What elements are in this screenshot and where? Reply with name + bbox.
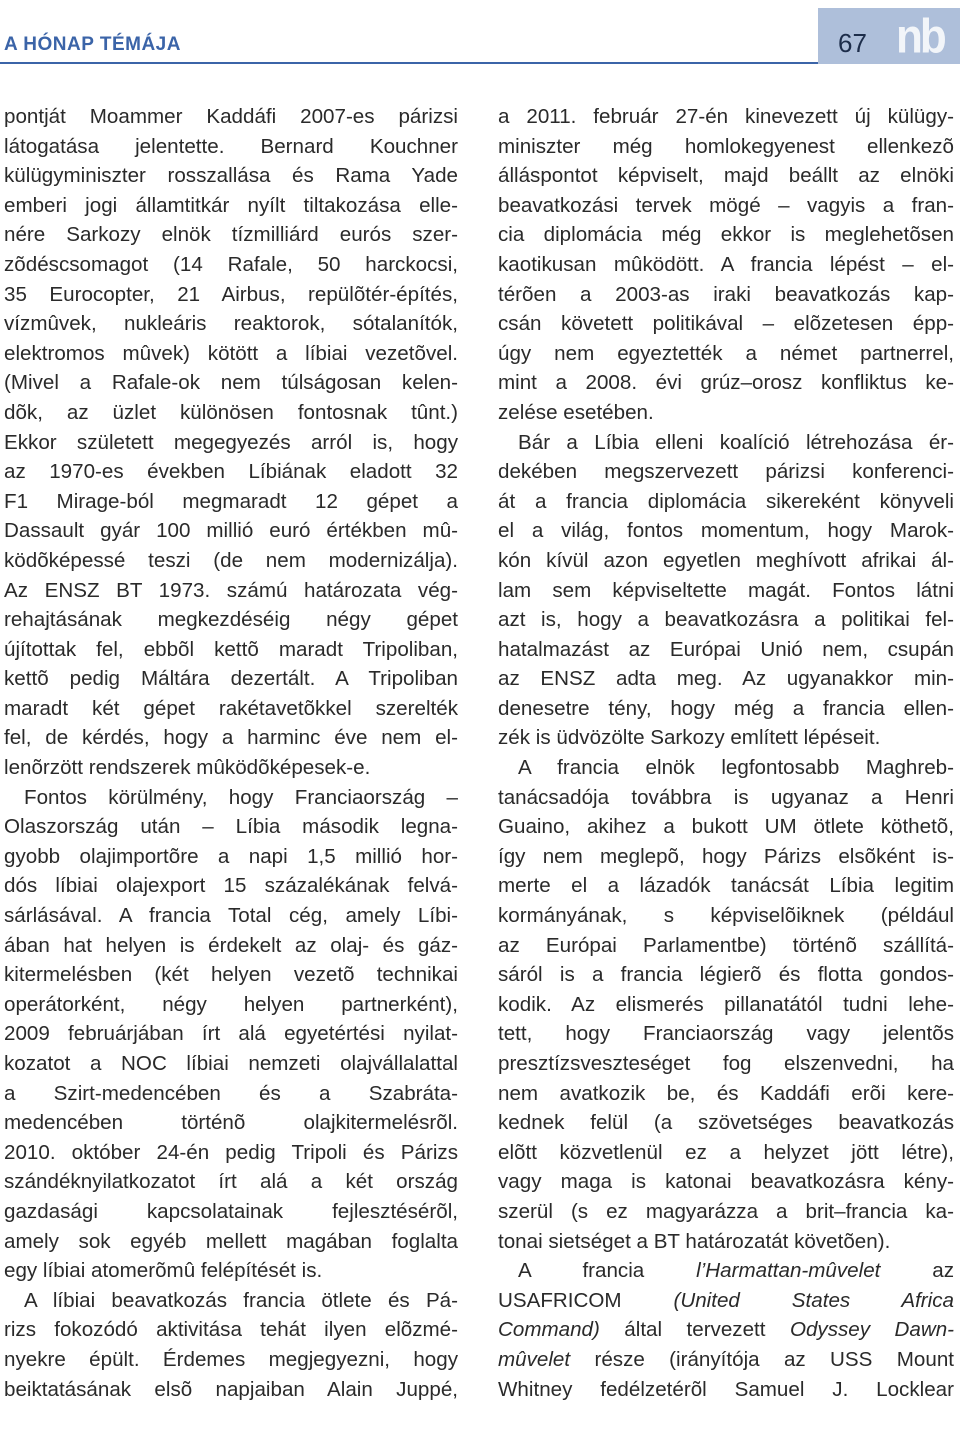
italic-text: (United States Africa <box>673 1288 954 1312</box>
text-line: Fontos körülmény, hogy Franciaország – <box>24 785 458 809</box>
text-line: álláspontot képviselt, majd beállt az elnöki <box>498 164 954 188</box>
text-line: maradt két gépet rakétavetõkkel szerelték <box>4 696 458 720</box>
text-segment: USAFRICOM <box>498 1288 674 1312</box>
text-line: gazdasági kapcsolatainak fejlesztésérõl, <box>4 1199 458 1223</box>
text-line: így nem meglepõ, hogy Párizs elsõként is- <box>498 844 954 868</box>
italic-text: Command) <box>498 1318 600 1342</box>
text-line: cia diplomácia még ekkor is meglehetõsen <box>498 223 954 247</box>
text-line: 2010. október 24-én pedig Tripoli és Párizs <box>4 1140 458 1164</box>
text-line: szándéknyilatkozatot írt alá a két ország <box>4 1170 458 1194</box>
text-line: Bár a Líbia elleni koalíció létrehozása ér- <box>518 430 954 454</box>
text-line: zék is üdvözölte Sarkozy említett lépéseit. <box>498 726 881 750</box>
text-line: a Szirt-medencében és a Szabráta- <box>4 1081 458 1105</box>
text-line: az ENSZ adta meg. Az ugyanakkor min- <box>498 667 954 691</box>
text-line: 35 Eurocopter, 21 Airbus, repülõtér-építés, <box>4 282 458 306</box>
text-line: hatalmazást az Európai Unió nem, csupán <box>498 637 954 661</box>
text-line: pontját Moammer Kaddáfi 2007-es párizsi <box>4 105 458 128</box>
italic-text: Odyssey Dawn- <box>789 1318 954 1342</box>
text-line: térõen a 2003-as iraki beavatkozás kap- <box>498 282 954 306</box>
italic-text: l’Harmattan-mûvelet <box>696 1259 881 1283</box>
text-line <box>498 1256 954 1286</box>
page-number: 67 <box>838 28 867 58</box>
text-segment: az <box>880 1259 954 1283</box>
page-header <box>0 0 960 72</box>
text-line: Ekkor született megegyezés arról is, hogy <box>4 430 458 454</box>
text-segment: A francia <box>518 1259 697 1283</box>
text-line <box>498 1286 954 1316</box>
italic-text: mûvelet <box>498 1347 571 1371</box>
text-line <box>498 1315 954 1345</box>
text-line: rehajtásának megkezdéséig négy gépet <box>4 608 458 632</box>
magazine-logo: nb <box>896 9 944 64</box>
right-text-column <box>498 102 954 1404</box>
text-line: nére Sarkozy elnök tízmilliárd eurós szer- <box>4 223 458 247</box>
text-line: egy líbiai atomerõmû felépítését is. <box>4 1259 323 1283</box>
text-line: kettõ pedig Máltára dezertált. A Tripoliban <box>4 667 458 691</box>
text-line: szerül (s ez magyarázza a brit–francia ka- <box>498 1199 954 1223</box>
text-line: 2009 februárjában írt alá egyetértési nyilat- <box>4 1022 458 1046</box>
text-line: Dassault gyár 100 millió euró értékben mû- <box>4 519 458 543</box>
text-line: tanácsadója továbbra is ugyanaz a Henri <box>498 785 954 809</box>
text-line: A francia elnök legfontosabb Maghreb- <box>518 756 954 780</box>
text-line: denesetre tény, hogy még a francia ellen- <box>498 696 954 720</box>
text-line: nem avatkozik be, és Kaddáfi erõi kere- <box>498 1081 954 1105</box>
text-line: rizs fokozódó aktivitása tehát ilyen elõzmé- <box>4 1318 458 1342</box>
text-line: F1 Mirage-ból megmaradt 12 gépet a <box>4 489 458 513</box>
header-rule <box>0 62 818 64</box>
text-line: nyekre épült. Érdemes megjegyezni, hogy <box>4 1347 458 1371</box>
text-line: Guaino, akihez a bukott UM ötlete köthetõ, <box>498 815 954 839</box>
text-line: ában hat helyen is érdekelt az olaj- és gáz- <box>4 933 458 957</box>
text-line: kaotikusan mûködött. A francia lépést – el- <box>498 252 954 276</box>
text-line: medencében történõ olajkitermelésrõl. <box>4 1111 458 1135</box>
text-line: elõtt közvetlenül ez a helyzet jött létre), <box>498 1140 954 1164</box>
text-line: vízmûvek, nukleáris reaktorok, sótalanítók, <box>4 312 458 336</box>
text-line: fel, de kérdés, hogy a harminc éve nem el- <box>4 726 458 750</box>
text-line: amely sok egyéb mellett magában foglalta <box>4 1229 458 1253</box>
text-line: át a francia diplomácia sikereként könyveli <box>498 489 954 513</box>
text-line: A líbiai beavatkozás francia ötlete és Pá- <box>24 1288 458 1312</box>
text-line: tett, hogy Franciaország vagy jelentõs <box>498 1022 954 1046</box>
text-line: sárlásával. A francia Total cég, amely Líbi- <box>4 904 458 928</box>
text-line: (Mivel a Rafale-ok nem túlságosan kelen- <box>4 371 458 395</box>
text-line: az 1970-es években Líbiának eladott 32 <box>4 460 458 484</box>
text-line: kozatot a NOC líbiai nemzeti olajvállalattal <box>4 1052 458 1075</box>
text-line: dós líbiai olajexport 15 százalékának felvá- <box>4 874 458 898</box>
text-line: kormányának, s képviselõiknek (például <box>498 904 954 928</box>
left-text-column <box>4 102 458 1404</box>
text-line <box>498 1345 954 1375</box>
text-line: sáról is a francia légierõ és flotta gondos- <box>498 963 954 987</box>
text-line: a 2011. február 27-én kinevezett új külügy- <box>498 105 954 128</box>
text-line: zõdéscsomagot (14 Rafale, 50 harckocsi, <box>4 252 458 276</box>
text-line: presztízsveszteséget fog elszenvedni, ha <box>498 1052 954 1075</box>
text-line: dõk, az üzlet különösen fontosnak tûnt.) <box>4 400 458 424</box>
text-line: újítottak fel, ebbõl kettõ maradt Tripoliban, <box>4 637 458 661</box>
text-line: el a világ, fontos momentum, hogy Marok- <box>498 519 954 543</box>
text-line: külügyminiszter rosszallása és Rama Yade <box>4 164 458 188</box>
text-line: kón kívül azon egyetlen meghívott afrikai ál- <box>498 548 954 572</box>
text-line: az Európai Parlamentbe) történõ szállítá- <box>498 933 954 957</box>
text-line: miniszter még homlokegyenest ellenkezõ <box>498 134 954 158</box>
text-line: azt is, hogy a beavatkozásra a politikai fel- <box>498 608 954 632</box>
text-line: merte el a lázadók tanácsát Líbia legitim <box>498 874 954 898</box>
text-line: vagy maga is katonai beavatkozásra kény- <box>498 1170 954 1194</box>
text-line: Az ENSZ BT 1973. számú határozata vég- <box>4 578 458 602</box>
text-line: elektromos mûvek) kötött a líbiai vezetõvel. <box>4 341 458 365</box>
text-line: kitermelésben (két helyen vezetõ technikai <box>4 963 458 987</box>
text-line: csán követett politikával – elõzetesen épp- <box>498 312 954 336</box>
text-line: dekében megszervezett párizsi konferenci- <box>498 460 954 484</box>
text-segment: része (irányítója az USS Mount <box>570 1347 954 1371</box>
text-line: úgy nem egyeztették a német partnerrel, <box>498 341 954 365</box>
text-line: gyobb olajimportõre a napi 1,5 millió hor- <box>4 844 458 868</box>
text-line: beavatkozási tervek mögé – vagyis a fran- <box>498 193 954 217</box>
text-line: kodik. Az elismerés pillanatától tudni lehe- <box>498 992 954 1016</box>
text-line: beiktatásának elsõ napjaiban Alain Juppé, <box>4 1377 458 1401</box>
text-line: látogatása jelentette. Bernard Kouchner <box>4 134 458 158</box>
text-line: operátorként, négy helyen partnerként), <box>4 992 458 1016</box>
section-title: A HÓNAP TÉMÁJA <box>4 34 181 55</box>
text-line: emberi jogi államtitkár nyílt tiltakozása elle- <box>4 193 458 217</box>
text-line: Olaszország után – Líbia második legna- <box>4 815 458 839</box>
text-line: lenõrzött rendszerek mûködõképesek-e. <box>4 756 371 780</box>
text-line: Whitney fedélzetérõl Samuel J. Locklear <box>498 1377 954 1401</box>
text-line: ködõképessé teszi (de nem modernizálja). <box>4 548 458 572</box>
text-line: tonai sietséget a BT határozatát követõen). <box>498 1229 891 1253</box>
text-line: kednek felül (a szövetséges beavatkozás <box>498 1111 954 1135</box>
text-segment: által tervezett <box>599 1318 790 1342</box>
text-line: mint a 2008. évi grúz–orosz konfliktus ke- <box>498 371 954 395</box>
text-line: zelése esetében. <box>498 400 654 424</box>
text-line: lam sem képviseltette magát. Fontos látni <box>498 578 954 602</box>
